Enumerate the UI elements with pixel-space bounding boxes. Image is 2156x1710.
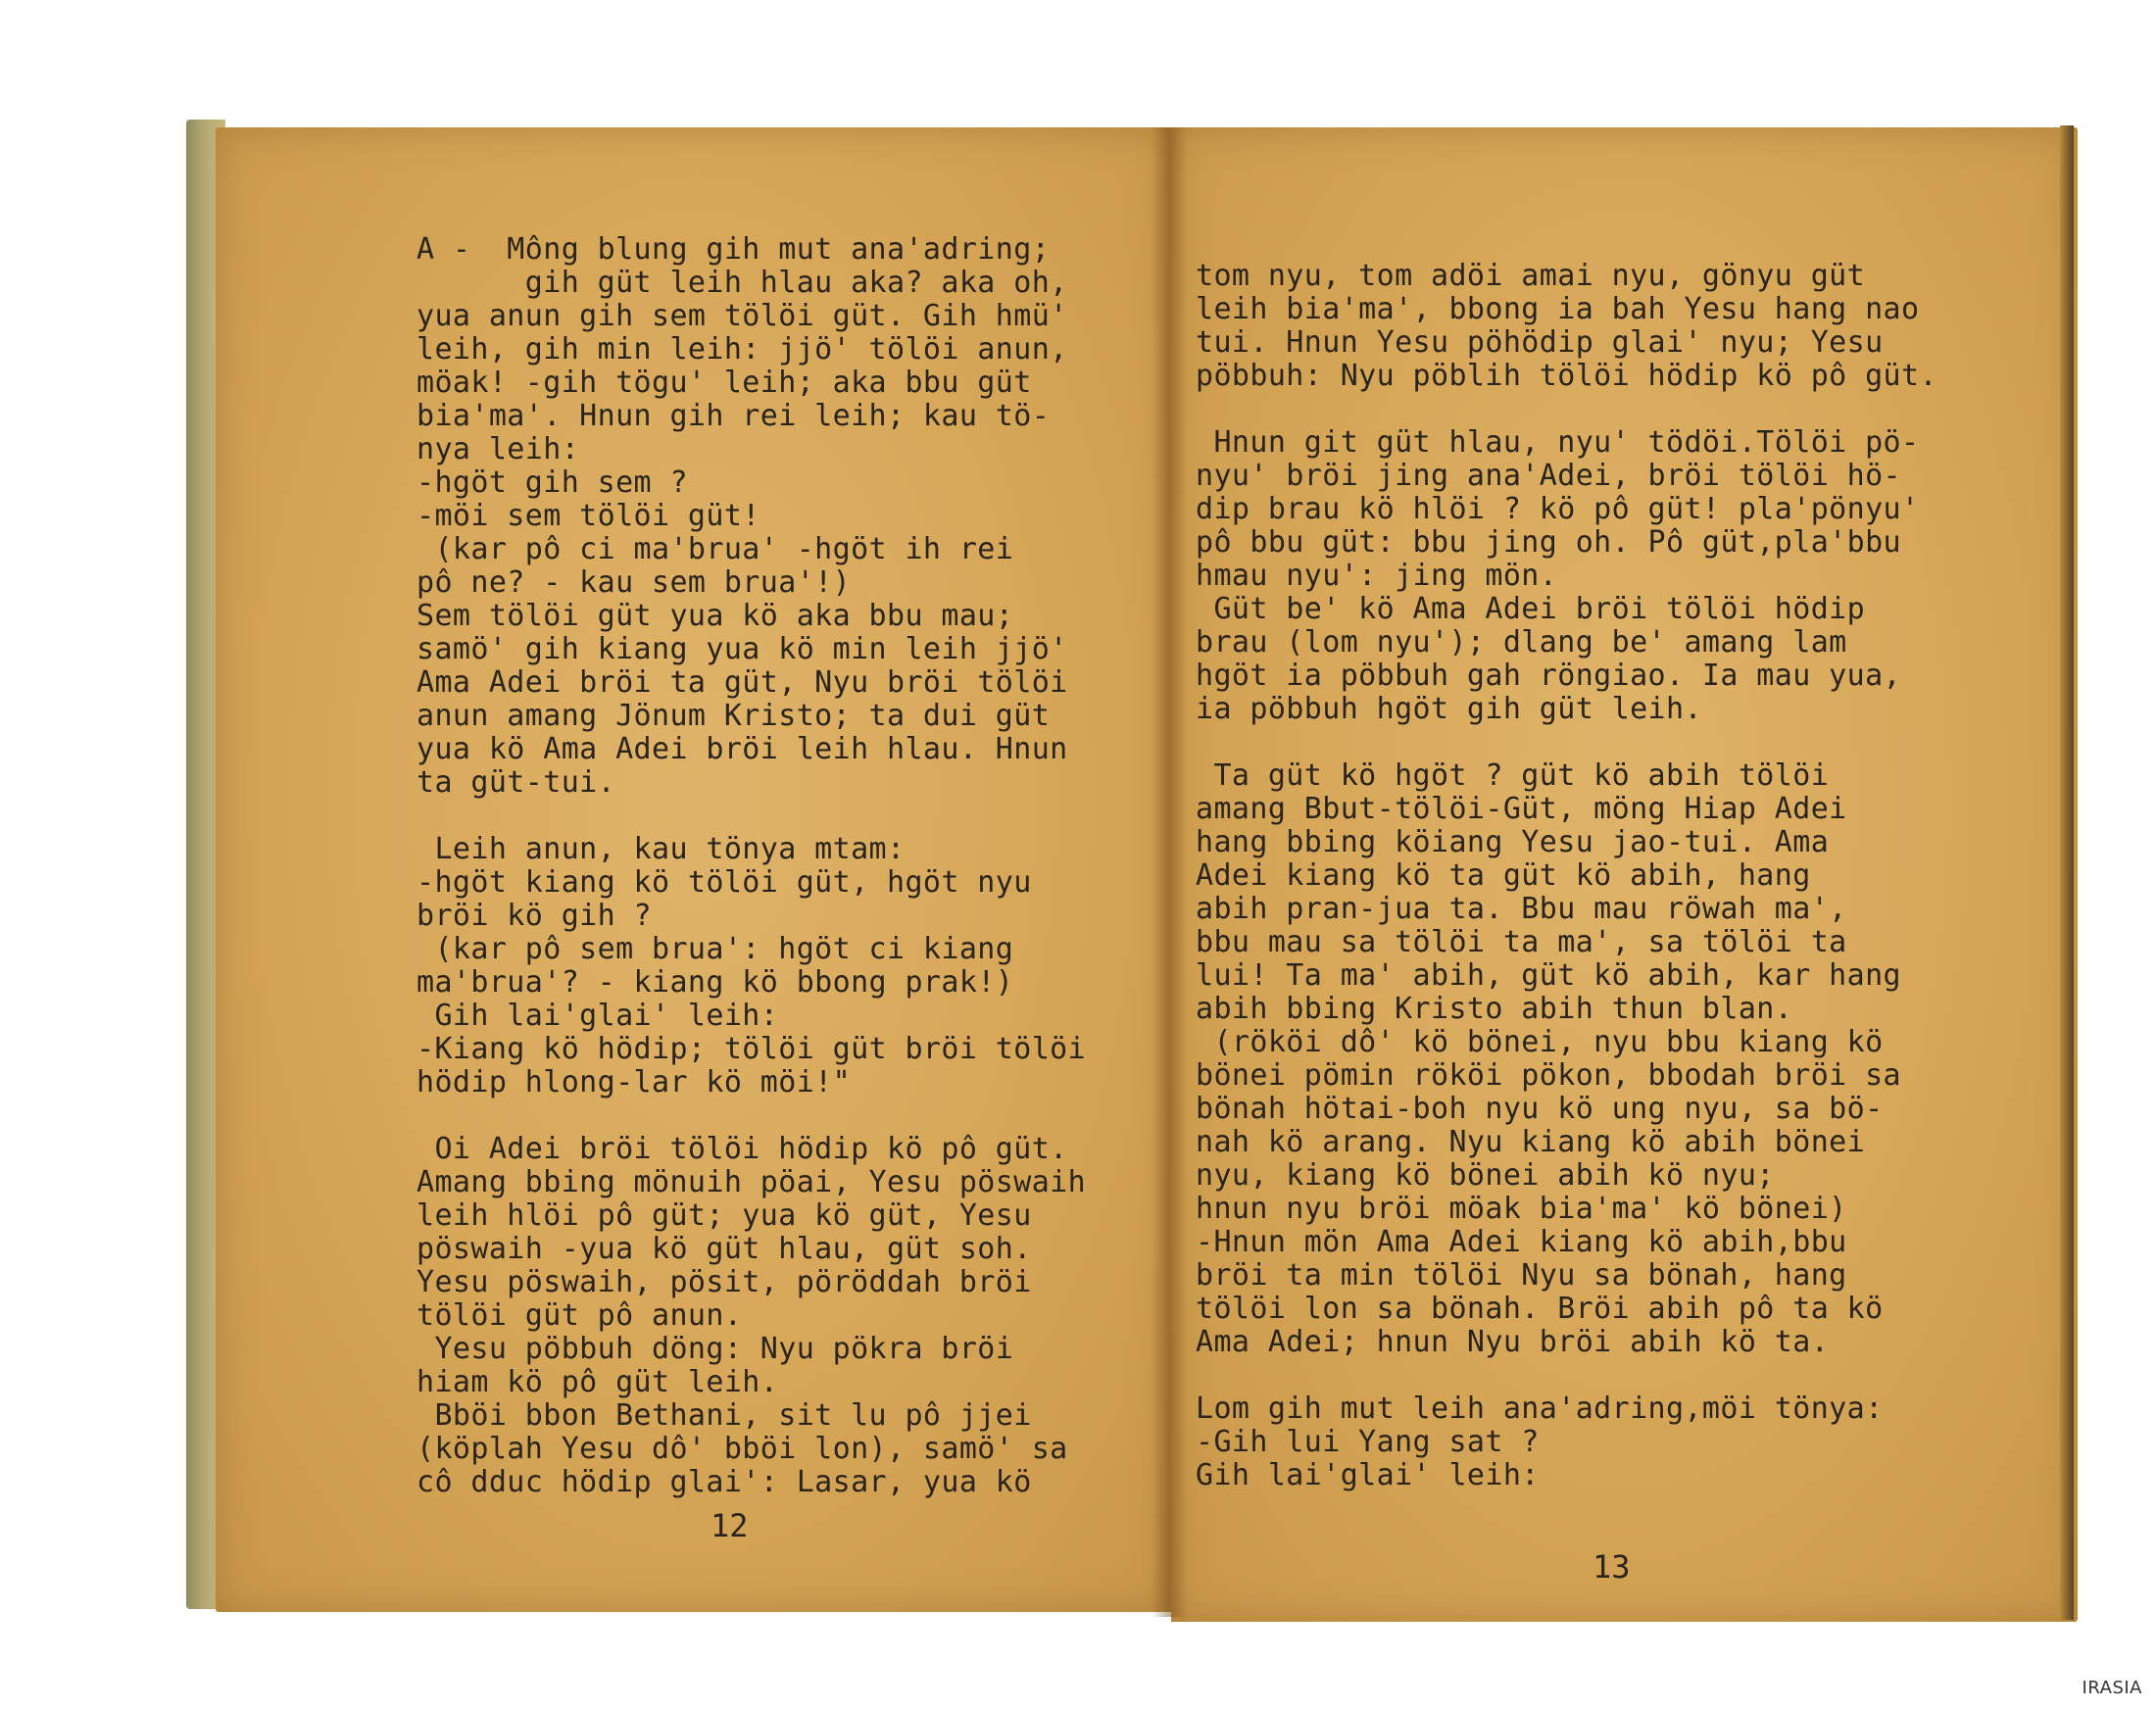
text-line: nyu' bröi jing ana'Adei, bröi tölöi hö- [1196, 459, 1901, 493]
text-line: nyu, kiang kö bönei abih kö nyu; [1196, 1158, 1775, 1193]
text-line: tui. Hnun Yesu pöhödip glai' nyu; Yesu [1196, 325, 1884, 360]
text-line: ta güt-tui. [416, 765, 616, 800]
text-line: Hnun git güt hlau, nyu' tödöi.Tölöi pö- [1196, 425, 1920, 460]
page-right-edge [2060, 125, 2074, 1620]
text-line: Oi Adei bröi tölöi hödip kö pô güt. [416, 1132, 1068, 1166]
text-line: Leih anun, kau tönya mtam: [416, 832, 906, 866]
text-line [1196, 726, 1937, 759]
text-line: pô bbu güt: bbu jing oh. Pô güt,pla'bbu [1196, 525, 1901, 560]
text-line: nya leih: [416, 432, 580, 466]
text-line: hödip hlong-lar kö möi!" [416, 1065, 852, 1099]
text-line: Ta güt kö hgöt ? güt kö abih tölöi [1196, 758, 1830, 793]
text-line: -hgöt kiang kö tölöi güt, hgöt nyu [416, 865, 1032, 900]
text-line: amang Bbut-tölöi-Güt, möng Hiap Adei [1196, 792, 1847, 826]
book-gutter [1152, 127, 1187, 1617]
text-line: (kar pô ci ma'brua' -hgöt ih rei [416, 532, 1014, 566]
text-line: pöbbuh: Nyu pöblih tölöi hödip kö pô güt. [1196, 359, 1937, 393]
text-line: dip brau kö hlöi ? kö pô güt! pla'pönyu' [1196, 492, 1920, 526]
text-line: yua anun gih sem tölöi güt. Gih hmü' [416, 299, 1068, 333]
text-line: yua kö Ama Adei bröi leih hlau. Hnun [416, 732, 1068, 766]
text-line: möak! -gih tögu' leih; aka bbu güt [416, 366, 1032, 400]
text-line: ia pöbbuh hgöt gih güt leih. [1196, 692, 1702, 726]
text-line [416, 1099, 1086, 1133]
text-line: hmau nyu': jing mön. [1196, 559, 1558, 593]
text-line: leih, gih min leih: jjö' tölöi anun, [416, 332, 1068, 366]
text-line: pô ne? - kau sem brua'!) [416, 565, 852, 600]
text-line: Sem tölöi güt yua kö aka bbu mau; [416, 599, 1014, 633]
text-line: bröi ta min tölöi Nyu sa bönah, hang [1196, 1258, 1847, 1293]
text-line: Ama Adei bröi ta güt, Nyu bröi tölöi [416, 665, 1068, 700]
text-line: Bböi bbon Bethani, sit lu pô jjei [416, 1398, 1032, 1433]
text-line: Ama Adei; hnun Nyu bröi abih kö ta. [1196, 1325, 1830, 1359]
left-page-text [416, 233, 1086, 1499]
text-line: (kar pô sem brua': hgöt ci kiang [416, 932, 1014, 966]
text-line: Yesu pöbbuh döng: Nyu pökra bröi [416, 1332, 1014, 1366]
text-line: bia'ma'. Hnun gih rei leih; kau tö- [416, 399, 1051, 433]
text-line: tom nyu, tom adöi amai nyu, gönyu güt [1196, 259, 1866, 293]
watermark-label: IRASIA [2082, 1678, 2142, 1698]
text-line: leih hlöi pô güt; yua kö güt, Yesu [416, 1198, 1032, 1233]
text-line: Adei kiang kö ta güt kö abih, hang [1196, 858, 1811, 893]
text-line: abih pran-jua ta. Bbu mau röwah ma', [1196, 892, 1847, 926]
text-line: -Kiang kö hödip; tölöi güt bröi tölöi [416, 1032, 1087, 1066]
text-line: bbu mau sa tölöi ta ma', sa tölöi ta [1196, 925, 1847, 959]
text-line: Amang bbing mönuih pöai, Yesu pöswaih [416, 1165, 1087, 1199]
text-line: nah kö arang. Nyu kiang kö abih bönei [1196, 1125, 1866, 1159]
text-line: A - Mông blung gih mut ana'adring; [416, 232, 1051, 267]
text-line [416, 800, 1086, 833]
text-line: pöswaih -yua kö güt hlau, güt soh. [416, 1232, 1032, 1266]
right-page-text [1196, 260, 1937, 1492]
text-line: Gih lai'glai' leih: [1196, 1458, 1540, 1492]
text-line: -möi sem tölöi güt! [416, 499, 760, 533]
text-line: (köplah Yesu dô' bböi lon), samö' sa [416, 1432, 1068, 1466]
text-line: Yesu pöswaih, pösit, pöröddah bröi [416, 1265, 1032, 1299]
text-line: tölöi lon sa bönah. Bröi abih pô ta kö [1196, 1292, 1884, 1326]
text-line: brau (lom nyu'); dlang be' amang lam [1196, 625, 1847, 660]
text-line: lui! Ta ma' abih, güt kö abih, kar hang [1196, 958, 1901, 993]
text-line: -Gih lui Yang sat ? [1196, 1425, 1540, 1459]
text-line [1196, 393, 1937, 426]
text-line: Lom gih mut leih ana'adring,möi tönya: [1196, 1392, 1884, 1426]
right-page-number: 13 [1592, 1548, 1631, 1586]
text-line: ma'brua'? - kiang kö bbong prak!) [416, 965, 1014, 1000]
text-line: tölöi güt pô anun. [416, 1298, 743, 1333]
text-line: bröi kö gih ? [416, 899, 652, 933]
text-line: hiam kö pô güt leih. [416, 1365, 779, 1399]
text-line [1196, 1359, 1937, 1392]
text-line: samö' gih kiang yua kö min leih jjö' [416, 632, 1068, 666]
text-line: anun amang Jönum Kristo; ta dui güt [416, 699, 1051, 733]
text-line: leih bia'ma', bbong ia bah Yesu hang nao [1196, 292, 1920, 326]
text-line: abih bbing Kristo abih thun blan. [1196, 992, 1793, 1026]
text-line: hang bbing köiang Yesu jao-tui. Ama [1196, 825, 1830, 859]
text-line: hnun nyu bröi möak bia'ma' kö bönei) [1196, 1192, 1847, 1226]
text-line: gih güt leih hlau aka? aka oh, [416, 266, 1068, 300]
text-line: -hgöt gih sem ? [416, 465, 688, 500]
text-line: Gih lai'glai' leih: [416, 999, 779, 1033]
text-line: -Hnun mön Ama Adei kiang kö abih,bbu [1196, 1225, 1847, 1259]
text-line: hgöt ia pöbbuh gah röngiao. Ia mau yua, [1196, 659, 1901, 693]
text-line: bönei pömin rököi pökon, bbodah bröi sa [1196, 1058, 1901, 1093]
left-page-number: 12 [710, 1507, 749, 1544]
text-line: (rököi dô' kö bönei, nyu bbu kiang kö [1196, 1025, 1884, 1059]
text-line: bönah hötai-boh nyu kö ung nyu, sa bö- [1196, 1092, 1884, 1126]
text-line: cô dduc hödip glai': Lasar, yua kö [416, 1465, 1032, 1499]
text-line: Güt be' kö Ama Adei bröi tölöi hödip [1196, 592, 1866, 626]
